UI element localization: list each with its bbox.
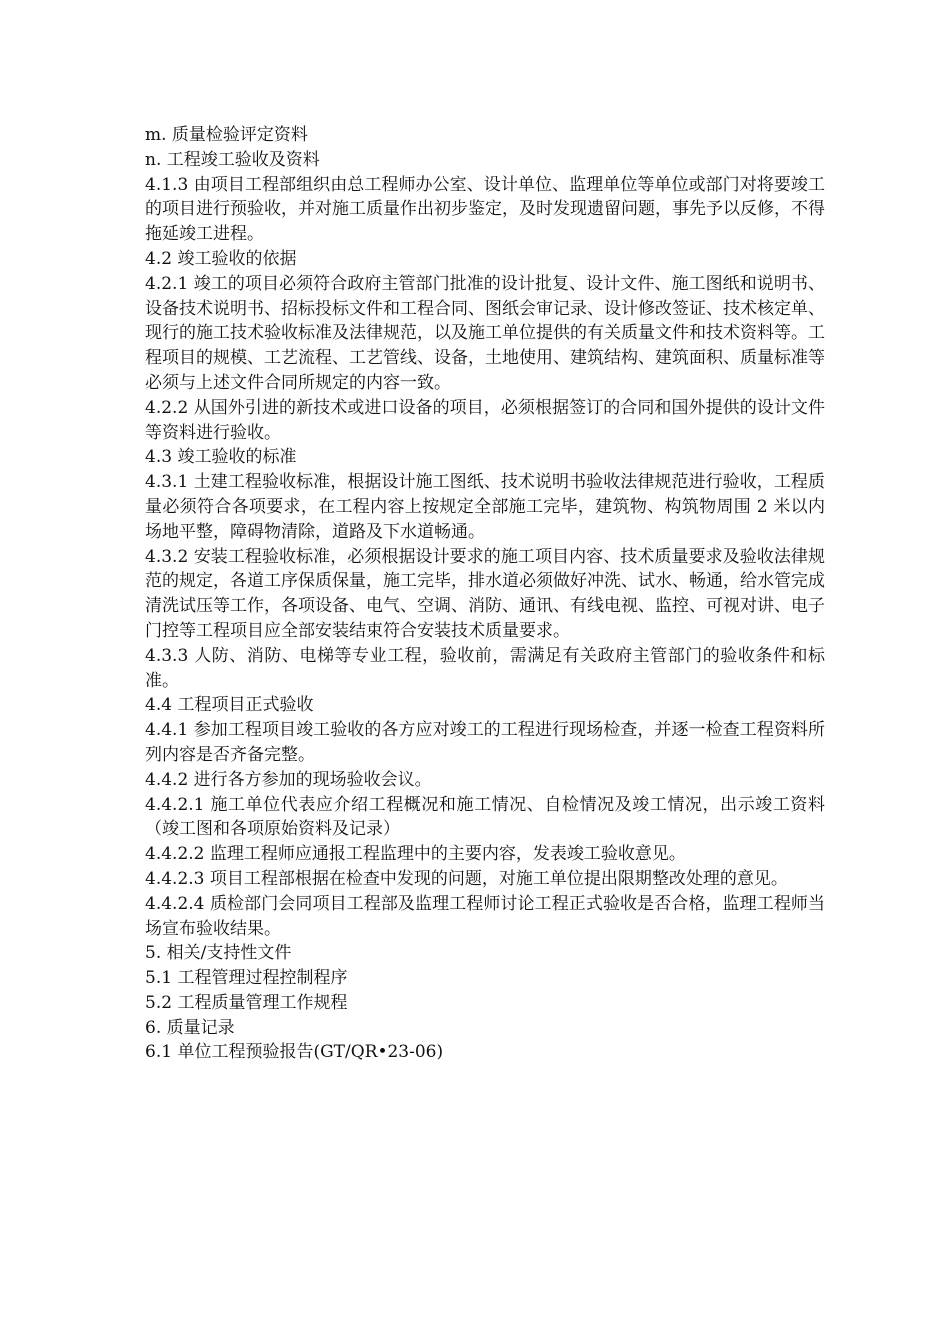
list-item-n: n. 工程竣工验收及资料 [145, 149, 320, 170]
clause-4-1-3: 4.1.3 由项目工程部组织由总工程师办公室、设计单位、监理单位等单位或部门对将要竣工的项目进行预验收，并对施工质量作出初步鉴定，及时发现遗留问题，事先予以反修，不得拖延竣工进程。 [145, 174, 825, 245]
clause-4-4-2-1: 4.4.2.1 施工单位代表应介绍工程概况和施工情况、自检情况及竣工情况，出示竣工资料（竣工图和各项原始资料及记录） [145, 794, 825, 840]
clause-6-1: 6.1 单位工程预验报告(GT/QR•23-06) [145, 1042, 444, 1063]
section-heading-4-3: 4.3 竣工验收的标准 [145, 447, 297, 468]
clause-5-2: 5.2 工程质量管理工作规程 [145, 992, 348, 1013]
clause-5-1: 5.1 工程管理过程控制程序 [145, 968, 348, 989]
clause-4-3-2: 4.3.2 安装工程验收标准，必须根据设计要求的施工项目内容、技术质量要求及验收法律规范的规定，各道工序保质保量，施工完毕，排水道必须做好冲洗、试水、畅通，给水管完成清洗试压等工作，各项设备、电气、空调、消防、通讯、有线电视、监控、可视对讲、电子门控等工程项目应全部安装结束符合安装技术质量要求。 [145, 546, 825, 641]
clause-4-4-2-4: 4.4.2.4 质检部门会同项目工程部及监理工程师讨论工程正式验收是否合格，监理工程师当场宣布验收结果。 [145, 893, 825, 939]
clause-4-4-2-2: 4.4.2.2 监理工程师应通报工程监理中的主要内容，发表竣工验收意见。 [145, 844, 686, 865]
clause-4-2-1: 4.2.1 竣工的项目必须符合政府主管部门批准的设计批复、设计文件、施工图纸和说明书、设备技术说明书、招标投标文件和工程合同、图纸会审记录、设计修改签证、技术核定单、现行的施工技术验收标准及法律规范，以及施工单位提供的有关质量文件和技术资料等。工程项目的规模、工艺流程、工艺管线、设备，土地使用、建筑结构、建筑面积、质量标准等必须与上述文件合同所规定的内容一致。 [145, 273, 825, 393]
clause-4-4-2-3: 4.4.2.3 项目工程部根据在检查中发现的问题，对施工单位提出限期整改处理的意见。 [145, 868, 788, 889]
clause-4-4-2: 4.4.2 进行各方参加的现场验收会议。 [145, 769, 432, 790]
document-body [145, 123, 825, 1065]
section-heading-5: 5. 相关/支持性文件 [145, 943, 292, 964]
section-heading-6: 6. 质量记录 [145, 1017, 235, 1038]
section-heading-4-2: 4.2 竣工验收的依据 [145, 248, 297, 269]
clause-4-2-2: 4.2.2 从国外引进的新技术或进口设备的项目，必须根据签订的合同和国外提供的设计文件等资料进行验收。 [145, 397, 825, 443]
clause-4-3-3: 4.3.3 人防、消防、电梯等专业工程，验收前，需满足有关政府主管部门的验收条件和标准。 [145, 645, 825, 691]
clause-4-3-1: 4.3.1 土建工程验收标准，根据设计施工图纸、技术说明书验收法律规范进行验收，工程质量必须符合各项要求，在工程内容上按规定全部施工完毕，建筑物、构筑物周围 2 米以内场地平整，障碍物清除，道路及下水道畅通。 [145, 472, 825, 542]
clause-4-4-1: 4.4.1 参加工程项目竣工验收的各方应对竣工的工程进行现场检查，并逐一检查工程资料所列内容是否齐备完整。 [145, 720, 825, 765]
list-item-m: m. 质量检验评定资料 [145, 125, 308, 145]
section-heading-4-4: 4.4 工程项目正式验收 [145, 695, 314, 716]
